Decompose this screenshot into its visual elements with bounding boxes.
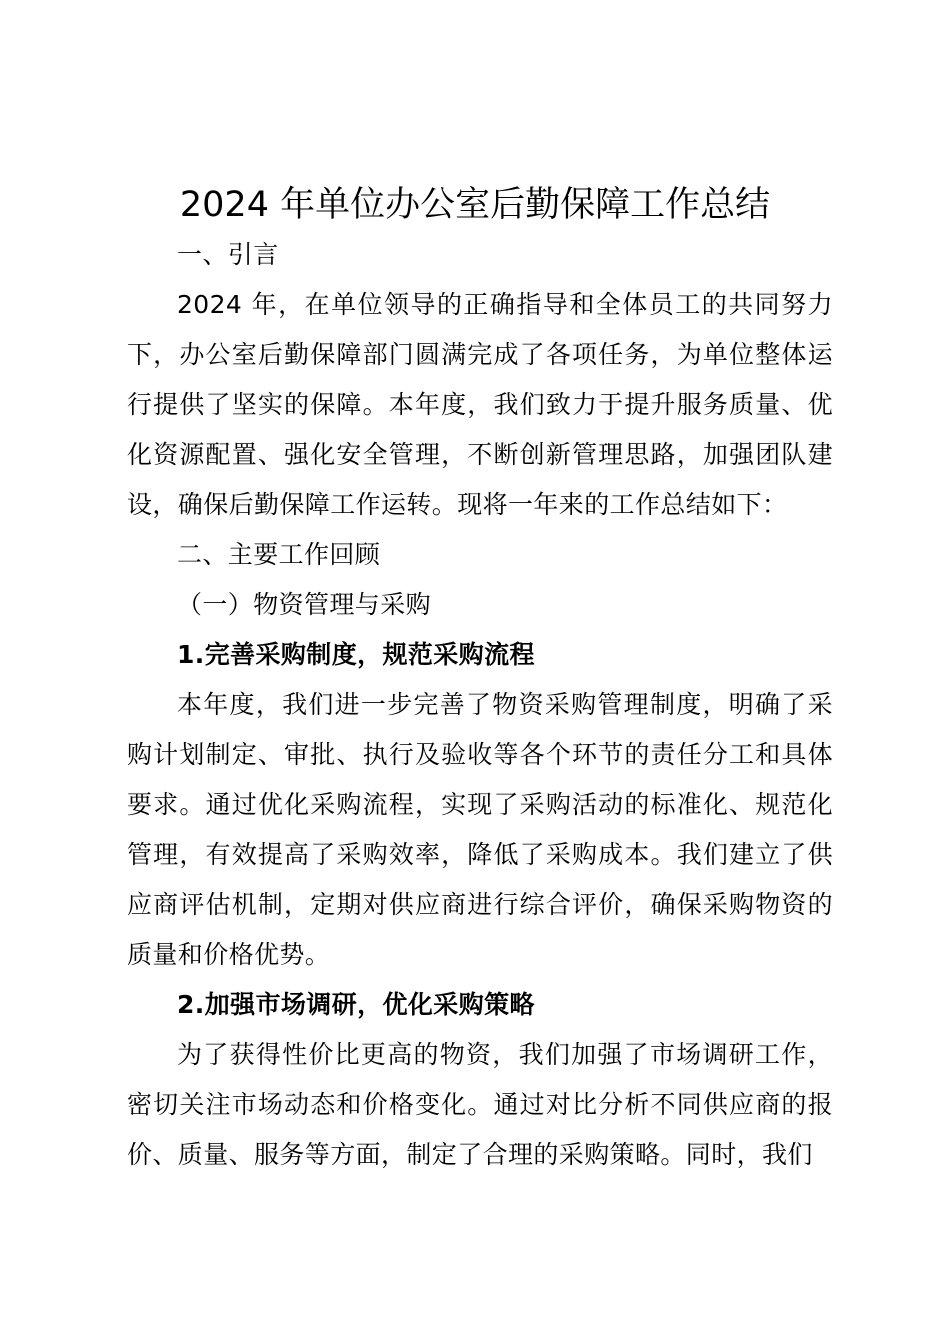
intro-paragraph: 2024 年，在单位领导的正确指导和全体员工的共同努力下，办公室后勤保障部门圆满完成了各项任务，为单位整体运行提供了坚实的保障。本年度，我们致力于提升服务质量、优化资源配置、强化安全管理，不断创新管理思路，加强团队建设，确保后勤保障工作运转。现将一年来的工作总结如下： [127,290,833,519]
section-heading-intro: 一、引言 [177,240,279,269]
item-heading-procurement-system: 1.完善采购制度，规范采购流程 [177,640,535,669]
market-research-paragraph: 为了获得性价比更高的物资，我们加强了市场调研工作，密切关注市场动态和价格变化。通过对比分析不同供应商的报价、质量、服务等方面，制定了合理的采购策略。同时，我们 [127,1040,833,1169]
section-heading-review: 二、主要工作回顾 [177,540,381,569]
document-title: 2024 年单位办公室后勤保障工作总结 [179,185,771,225]
item-heading-market-research: 2.加强市场调研，优化采购策略 [177,990,535,1019]
document-body [127,230,833,1180]
subsection-heading-materials: （一）物资管理与采购 [177,590,432,619]
procurement-system-paragraph: 本年度，我们进一步完善了物资采购管理制度，明确了采购计划制定、审批、执行及验收等各个环节的责任分工和具体要求。通过优化采购流程，实现了采购活动的标准化、规范化管理，有效提高了采购效率，降低了采购成本。我们建立了供应商评估机制，定期对供应商进行综合评价，确保采购物资的质量和价格优势。 [127,690,833,969]
